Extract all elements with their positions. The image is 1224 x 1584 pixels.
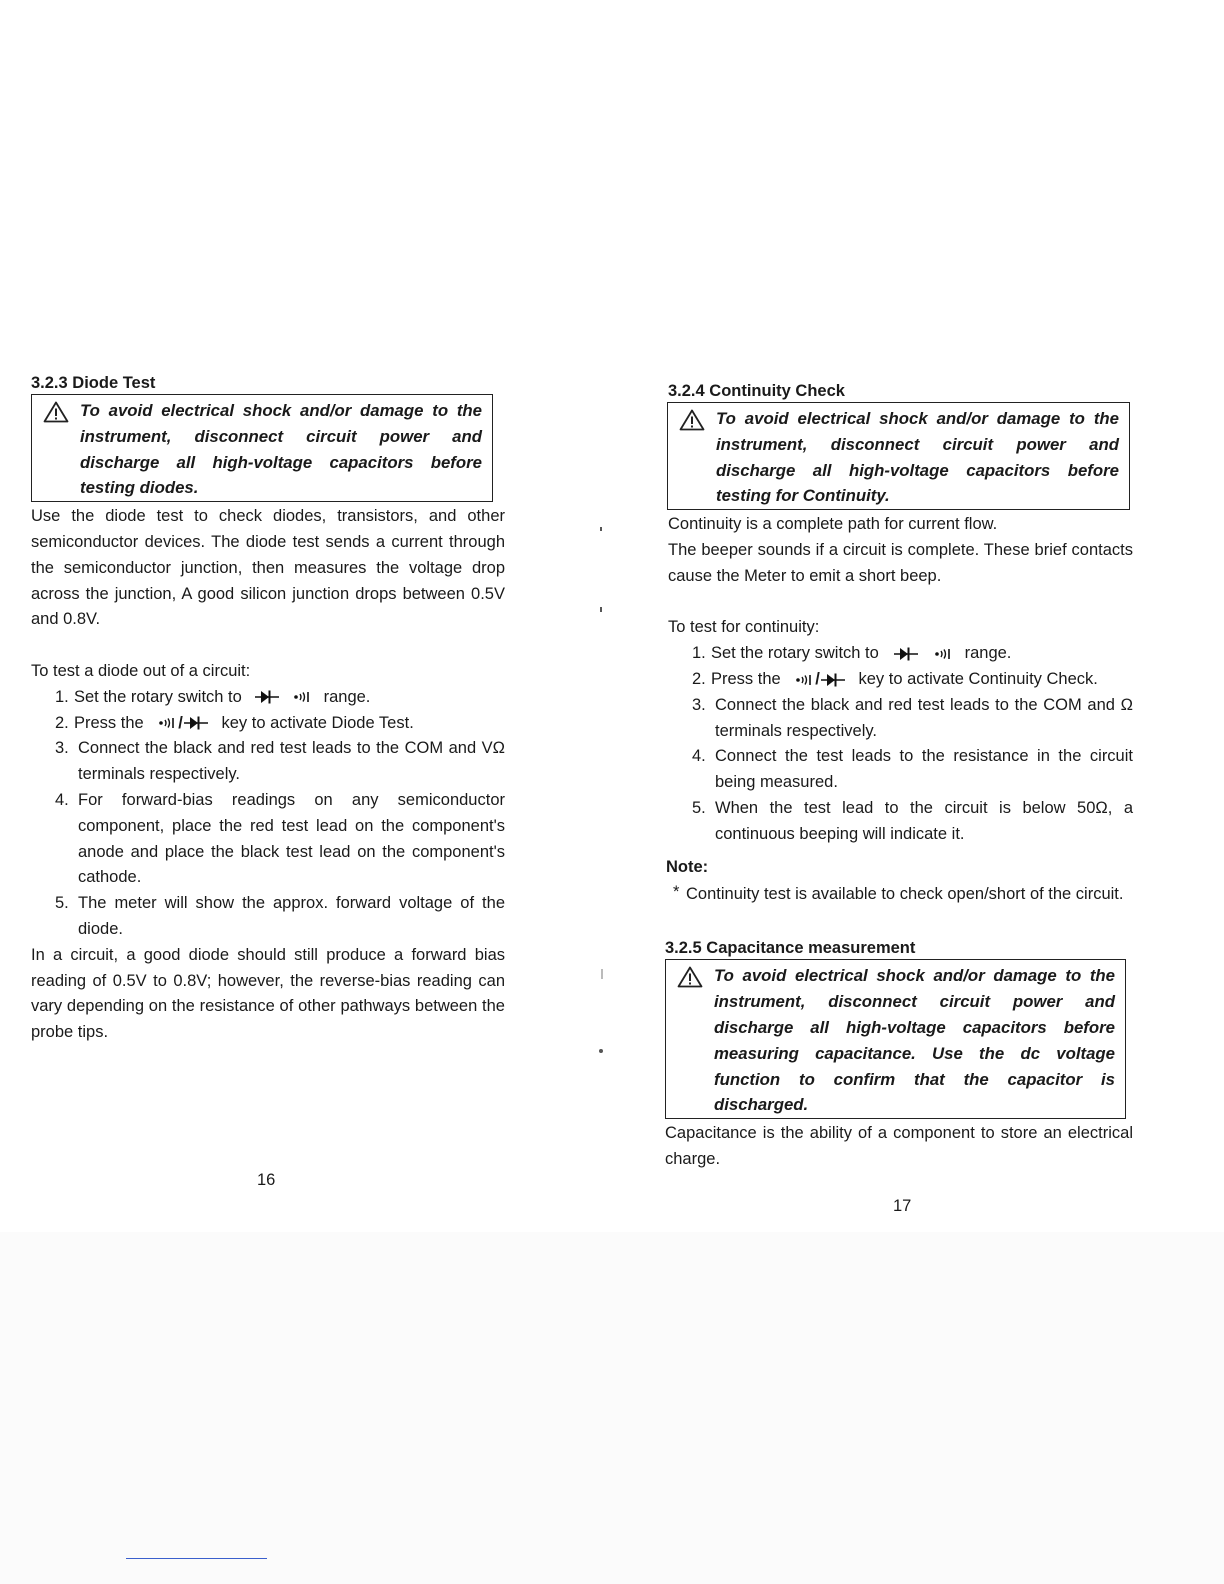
step-number: 2. (55, 713, 69, 732)
continuity-step-2 (665, 667, 1133, 693)
step-number: 1. (692, 644, 706, 663)
continuity-step-4 (665, 744, 1133, 796)
warning-text-continuity: To avoid electrical shock and/or damage to the instrument, disconnect circuit power and discharge all high-voltage capacitors before testing for Continuity. (716, 409, 1119, 506)
step-text: The meter will show the approx. forward voltage of the diode. (78, 894, 505, 938)
warning-box-diode (31, 394, 493, 502)
warning-box-continuity (667, 402, 1130, 510)
spacer (31, 633, 505, 659)
continuity-intro-2: The beeper sounds if a circuit is complete. These brief contacts cause the Meter to emit a short beep. (668, 540, 1133, 585)
page-17 (665, 380, 1133, 1173)
step-text: Set the rotary switch to (711, 644, 879, 663)
page-number-17: 17 (893, 1197, 912, 1215)
step-number: 4. (692, 747, 706, 766)
beeper-symbol-icon (934, 648, 954, 660)
diode-symbol-icon (820, 672, 846, 688)
step-text: Set the rotary switch to (74, 687, 242, 706)
diode-step-2 (31, 711, 505, 737)
warning-text-diode: To avoid electrical shock and/or damage to the instrument, disconnect circuit power and discharge all high-voltage capacitors before testing diodes. (80, 401, 482, 498)
capacitance-intro: Capacitance is the ability of a component to store an electrical charge. (665, 1124, 1133, 1168)
continuity-procedure-title: To test for continuity: (668, 618, 820, 637)
note-item (665, 882, 1133, 908)
slash-separator: / (815, 669, 820, 688)
step-number: 4. (55, 790, 69, 809)
note-bullet: * (673, 882, 680, 901)
step-number: 3. (692, 695, 706, 714)
bottom-rule (126, 1558, 267, 1559)
diode-step-3 (31, 736, 505, 788)
step-number: 1. (55, 687, 69, 706)
gutter-mark (601, 969, 603, 979)
warning-text-capacitance: To avoid electrical shock and/or damage to the instrument, disconnect circuit power and discharge all high-voltage capacitors before measuring capacitance. Use the dc voltage function to confirm that the capacitor is discharged. (714, 966, 1115, 1115)
slash-separator: / (178, 713, 183, 732)
warning-triangle-icon (679, 409, 705, 431)
continuity-step-1 (665, 641, 1133, 667)
step-text: When the test lead to the circuit is below 50Ω, a continuous beeping will indicate it. (715, 798, 1133, 843)
diode-closing-paragraph: In a circuit, a good diode should still produce a forward bias reading of 0.5V to 0.8V; however, the reverse-bias reading can vary depending on the resistance of other pathways between the probe tips. (31, 945, 505, 1042)
continuity-step-3 (665, 693, 1133, 745)
warning-triangle-icon (43, 401, 69, 423)
step-text: Connect the black and red test leads to the COM and Ω terminals respectively. (715, 695, 1133, 740)
step-text: range. (323, 687, 371, 706)
section-heading-diode-test: 3.2.3 Diode Test (31, 374, 156, 392)
continuity-step-5 (665, 796, 1133, 848)
step-text: range. (964, 644, 1012, 663)
diode-step-4 (31, 788, 505, 891)
gutter-mark (600, 527, 602, 531)
page-16 (31, 372, 505, 1046)
diode-symbol-icon (183, 715, 209, 731)
beeper-symbol-icon (158, 717, 178, 729)
section-heading-continuity: 3.2.4 Continuity Check (668, 382, 845, 400)
diode-step-1 (31, 685, 505, 711)
diode-procedure-title: To test a diode out of a circuit: (31, 661, 251, 680)
step-text: For forward-bias readings on any semiconductor component, place the red test lead on the component's anode and place the black test lead on the component's cathode. (78, 790, 505, 887)
step-number: 5. (692, 798, 706, 817)
beeper-symbol-icon (293, 691, 313, 703)
gutter-mark (600, 607, 602, 612)
warning-box-capacitance (665, 959, 1126, 1119)
step-text: key to activate Diode Test. (221, 713, 414, 732)
step-text: Connect the black and red test leads to the COM and VΩ terminals respectively. (78, 739, 505, 784)
gutter-mark (599, 1049, 603, 1053)
step-number: 2. (692, 669, 706, 688)
step-number: 5. (55, 894, 69, 913)
step-number: 3. (55, 739, 69, 758)
step-text: Connect the test leads to the resistance in the circuit being measured. (715, 747, 1133, 792)
continuity-intro-1: Continuity is a complete path for current flow. (668, 515, 998, 534)
diode-symbol-icon (254, 689, 280, 705)
page-number-16: 16 (257, 1171, 276, 1189)
beeper-symbol-icon (795, 674, 815, 686)
page-shadow-band (0, 1232, 1224, 1584)
diode-intro-paragraph: Use the diode test to check diodes, transistors, and other semiconductor devices. The diode test sends a current through the semiconductor junction, then measures the voltage drop across the junction, A good silicon junction drops between 0.5V and 0.8V. (31, 507, 505, 629)
diode-step-5 (31, 891, 505, 943)
step-text: Press the (711, 669, 781, 688)
diode-symbol-icon (893, 646, 919, 662)
step-text: Press the (74, 713, 144, 732)
note-heading: Note: (666, 857, 709, 876)
section-heading-capacitance: 3.2.5 Capacitance measurement (665, 939, 916, 958)
step-text: key to activate Continuity Check. (858, 669, 1098, 688)
note-text: Continuity test is available to check open/short of the circuit. (686, 884, 1124, 903)
warning-triangle-icon (677, 966, 703, 988)
spacer (665, 590, 1133, 616)
